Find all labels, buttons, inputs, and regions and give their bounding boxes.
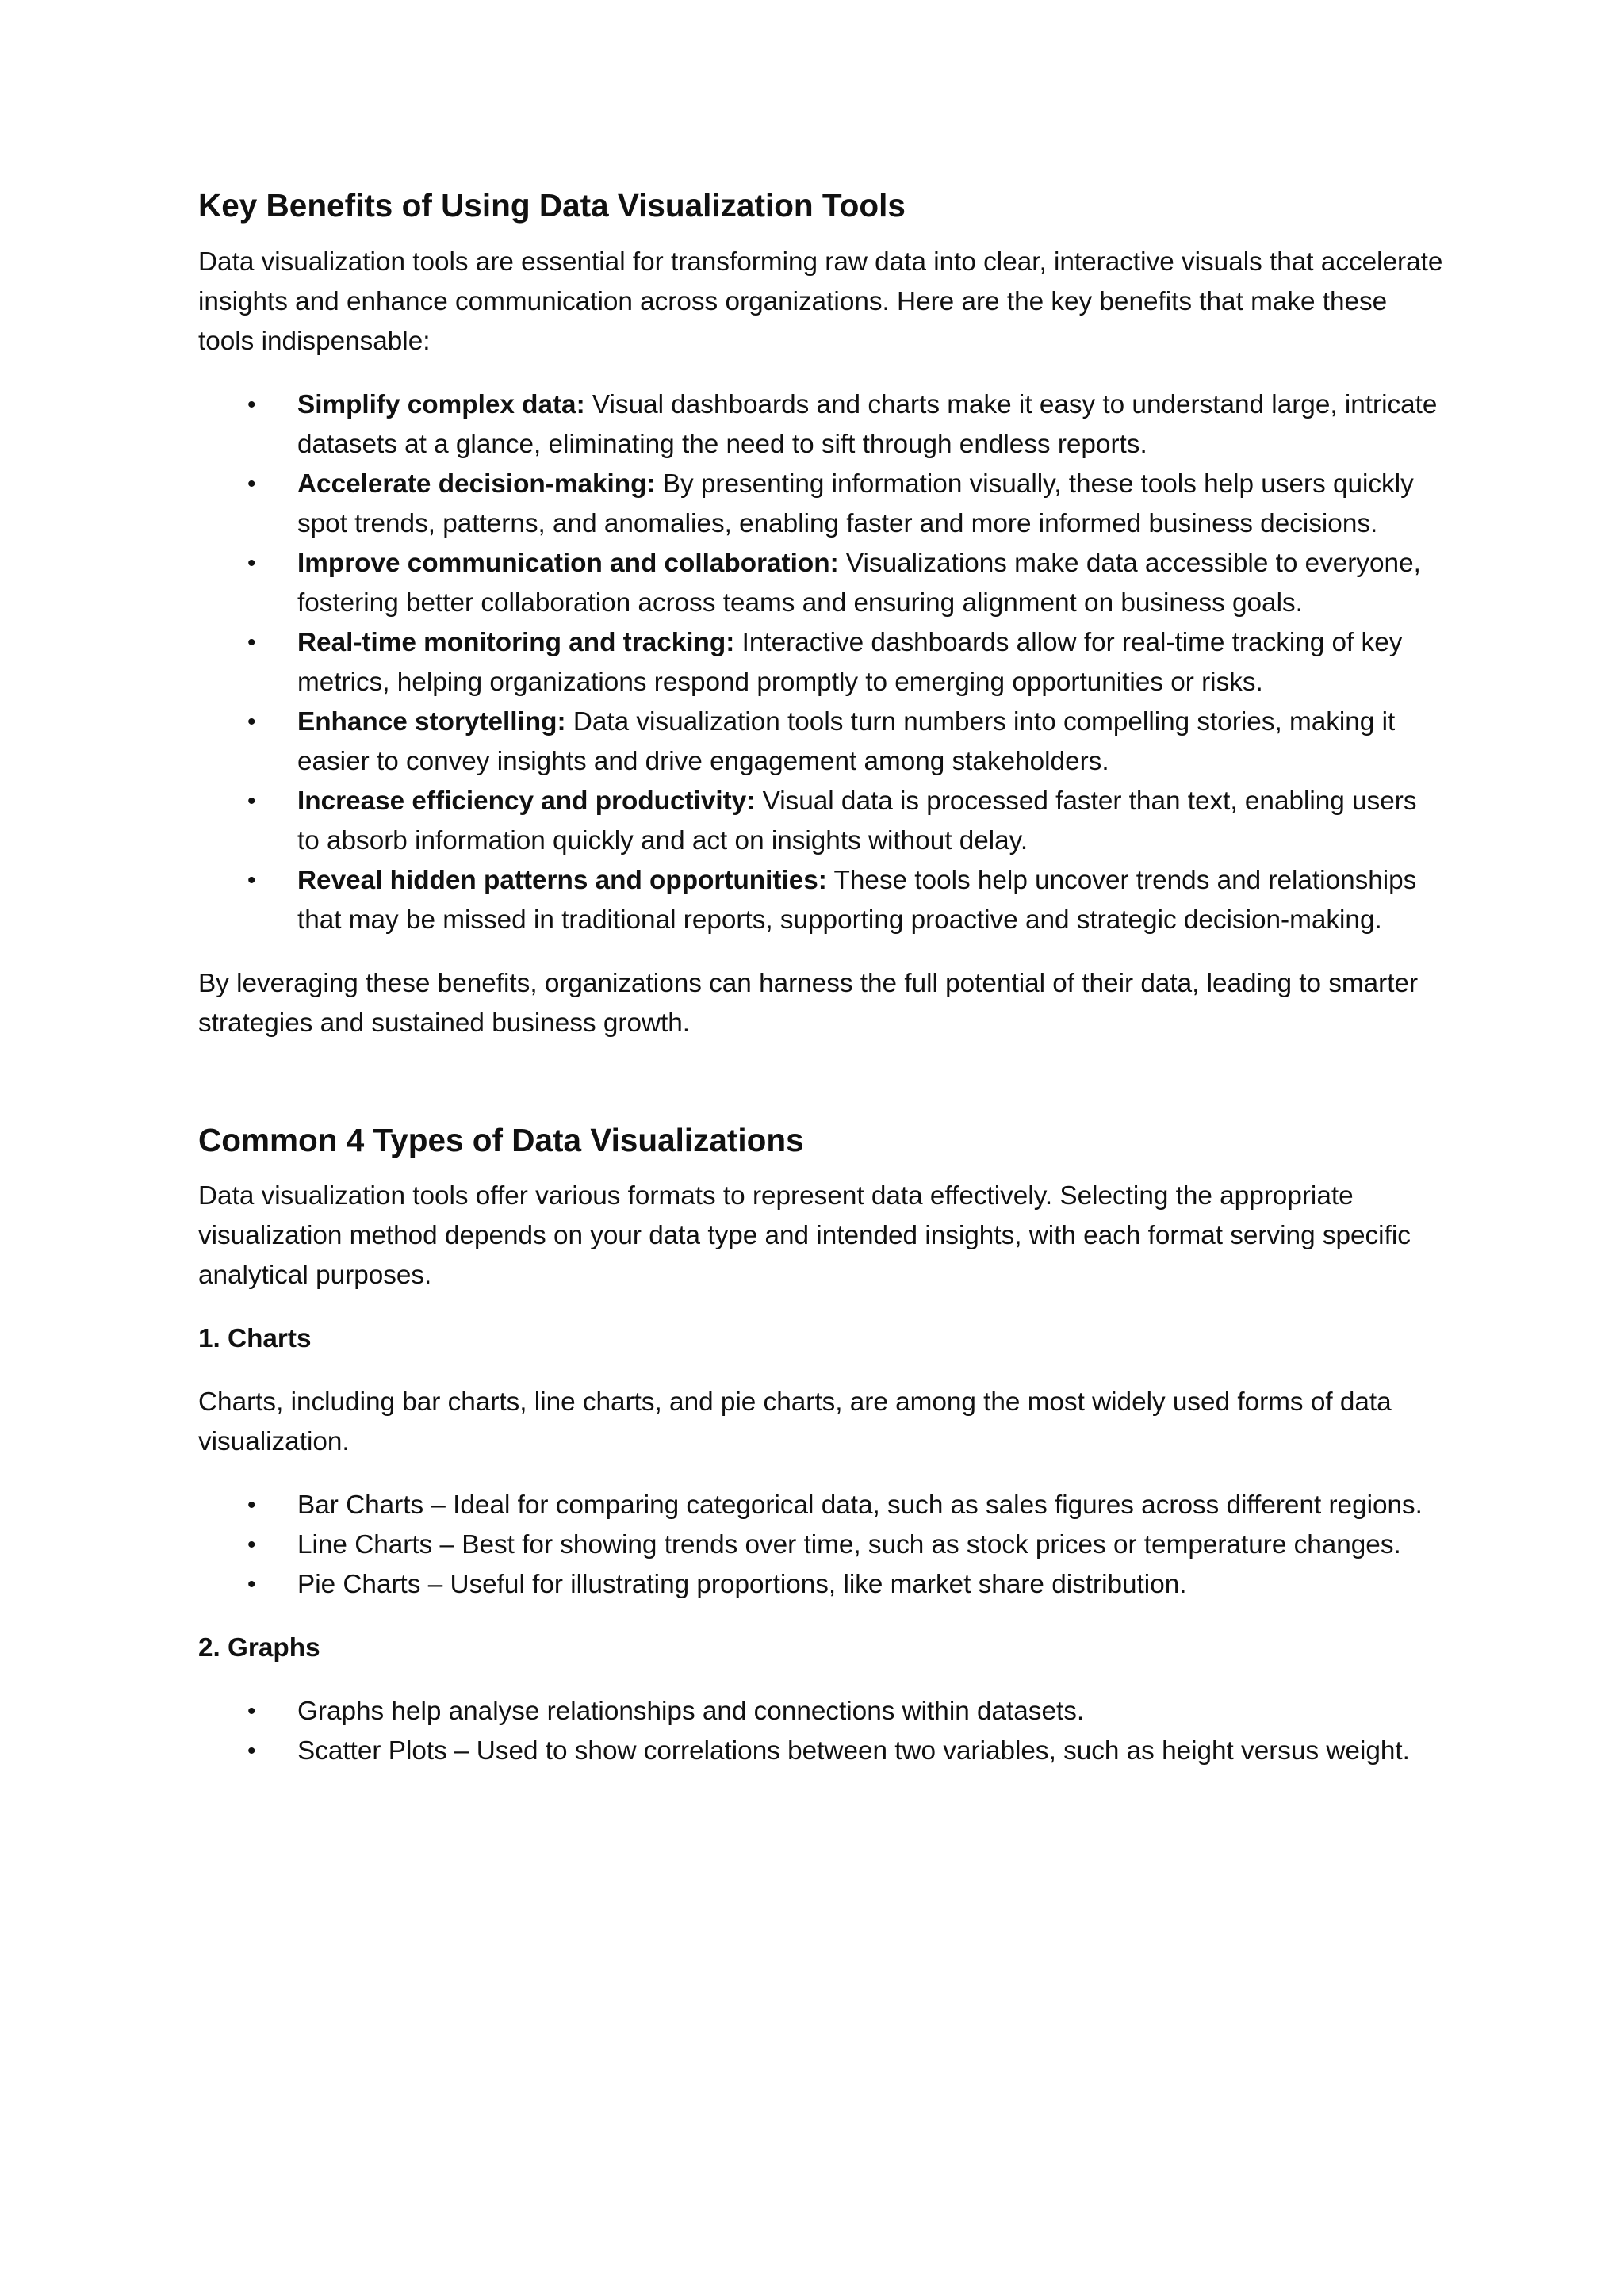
benefit-text: Visual dashboards and charts make it easy to understand large, intricate datasets at a glance, eliminating the need to sift through endless reports. <box>297 389 1438 459</box>
charts-intro: Charts, including bar charts, line charts, and pie charts, are among the most widely used forms of data visualization. <box>198 1387 1392 1457</box>
benefit-title: Real-time monitoring and tracking: <box>297 627 735 657</box>
benefits-list <box>198 385 1443 940</box>
benefit-title: Increase efficiency and productivity: <box>297 786 756 816</box>
list-item <box>198 1732 1443 1771</box>
types-intro: Data visualization tools offer various formats to represent data effectively. Selecting the appropriate visualization method depends on your data type and intended insights, with each format serving specific analytical purposes. <box>198 1181 1411 1291</box>
section-types <box>198 1121 1443 1772</box>
bullet-icon: • <box>247 470 256 497</box>
benefit-text: Visualizations make data accessible to everyone, fostering better collaboration across teams and ensuring alignment on business goals. <box>297 548 1421 618</box>
subheading-graphs: 2. Graphs <box>198 1633 320 1663</box>
list-item <box>198 385 1443 465</box>
list-item <box>198 702 1443 782</box>
charts-list <box>198 1486 1443 1605</box>
benefit-title: Improve communication and collaboration: <box>297 548 839 578</box>
benefit-title: Accelerate decision-making: <box>297 469 656 499</box>
bullet-icon: • <box>247 1532 256 1559</box>
list-item <box>198 544 1443 623</box>
list-item <box>198 1486 1443 1525</box>
benefit-text: Interactive dashboards allow for real-time tracking of key metrics, helping organizations respond promptly to emerging opportunities or risks. <box>297 627 1403 697</box>
list-item <box>198 1692 1443 1732</box>
key-benefits-intro: Data visualization tools are essential for transforming raw data into clear, interactive visuals that accelerate insights and enhance communication across organizations. Here are the key benefits that make these tools indispensable: <box>198 247 1443 356</box>
list-item <box>198 782 1443 861</box>
list-item-text: Bar Charts – Ideal for comparing categorical data, such as sales figures across different regions. <box>297 1490 1423 1521</box>
list-item <box>198 1525 1443 1565</box>
key-benefits-closing: By leveraging these benefits, organizations can harness the full potential of their data, leading to smarter strategies and sustained business growth. <box>198 968 1419 1038</box>
subheading-charts: 1. Charts <box>198 1324 312 1354</box>
bullet-icon: • <box>247 1698 256 1725</box>
section-heading-types: Common 4 Types of Data Visualizations <box>198 1121 804 1158</box>
bullet-icon: • <box>247 1738 256 1765</box>
list-item <box>198 623 1443 702</box>
bullet-icon: • <box>247 708 256 735</box>
bullet-icon: • <box>247 1571 256 1598</box>
graphs-list <box>198 1692 1443 1771</box>
list-item <box>198 465 1443 544</box>
bullet-icon: • <box>247 867 256 894</box>
bullet-icon: • <box>247 1492 256 1519</box>
bullet-icon: • <box>247 787 256 814</box>
benefit-text: By presenting information visually, these tools help users quickly spot trends, patterns, and anomalies, enabling faster and more informed business decisions. <box>297 469 1414 538</box>
document-page <box>198 186 1443 1795</box>
list-item-text: Scatter Plots – Used to show correlations between two variables, such as height versus weight. <box>297 1736 1410 1766</box>
section-heading-key-benefits: Key Benefits of Using Data Visualization Tools <box>198 187 906 224</box>
list-item-text: Pie Charts – Useful for illustrating proportions, like market share distribution. <box>297 1570 1187 1600</box>
benefit-title: Reveal hidden patterns and opportunities: <box>297 865 827 895</box>
benefit-title: Enhance storytelling: <box>297 706 566 737</box>
benefit-text: Visual data is processed faster than text, enabling users to absorb information quickly and act on insights without delay. <box>297 786 1417 855</box>
list-item <box>198 861 1443 940</box>
benefit-title: Simplify complex data: <box>297 389 585 419</box>
benefit-text: Data visualization tools turn numbers into compelling stories, making it easier to convey insights and drive engagement among stakeholders. <box>297 706 1396 776</box>
list-item-text: Line Charts – Best for showing trends over time, such as stock prices or temperature changes. <box>297 1530 1401 1560</box>
bullet-icon: • <box>247 391 256 418</box>
bullet-icon: • <box>247 549 256 576</box>
benefit-text: These tools help uncover trends and relationships that may be missed in traditional reports, supporting proactive and strategic decision-making. <box>297 865 1417 935</box>
list-item-text: Graphs help analyse relationships and connections within datasets. <box>297 1697 1085 1727</box>
list-item <box>198 1565 1443 1605</box>
bullet-icon: • <box>247 629 256 656</box>
